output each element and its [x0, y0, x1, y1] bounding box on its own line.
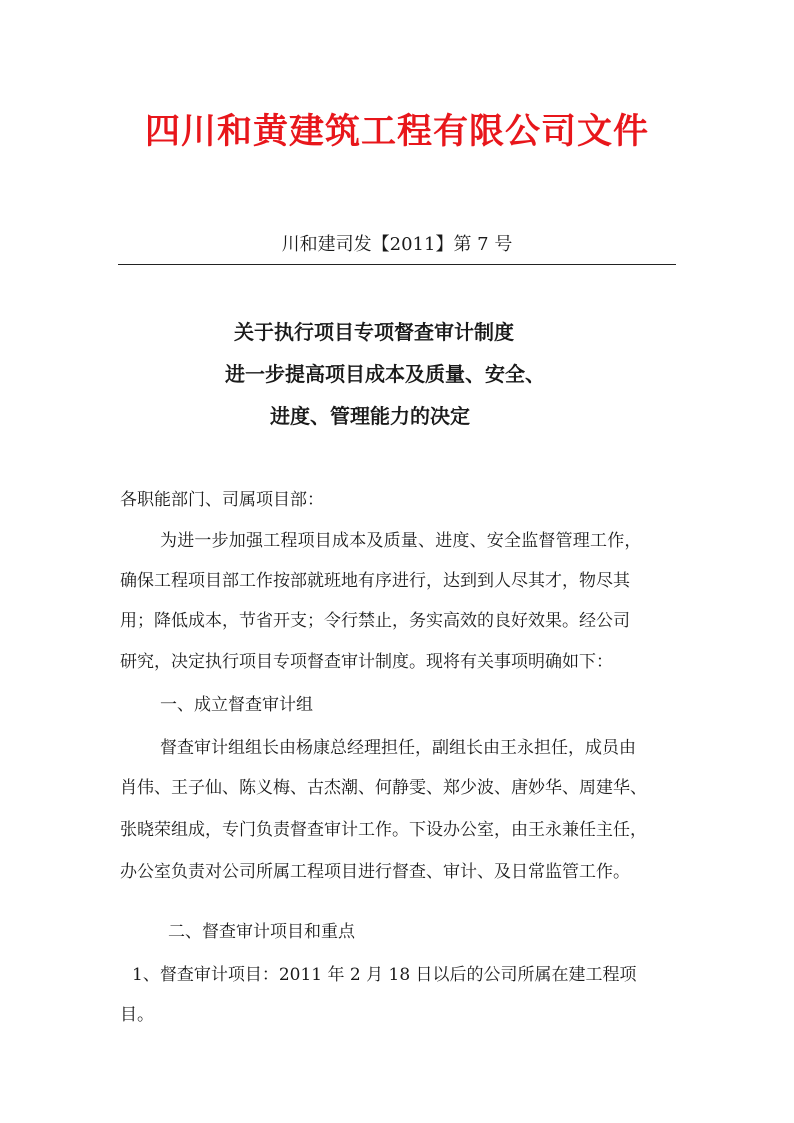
document-title-line-3: 进度、管理能力的决定 [270, 404, 470, 428]
section-1-line: 肖伟、王子仙、陈义梅、古杰潮、何静雯、郑少波、唐妙华、周建华、 [120, 778, 647, 798]
header-divider [118, 264, 676, 265]
intro-line: 为进一步加强工程项目成本及质量、进度、安全监督管理工作， [160, 531, 642, 551]
section-1-heading: 一、成立督查审计组 [160, 695, 313, 715]
company-header-title: 四川和黄建筑工程有限公司文件 [144, 111, 649, 152]
section-2-line: 目。 [120, 1005, 154, 1025]
section-2-heading: 二、督查审计项目和重点 [168, 922, 355, 942]
document-title-line-1: 关于执行项目专项督查审计制度 [234, 320, 514, 344]
section-2-line: 1、督查审计项目：2011 年 2 月 18 日以后的公司所属在建工程项 [132, 965, 637, 985]
intro-line: 研究，决定执行项目专项督查审计制度。现将有关事项明确如下： [120, 652, 613, 672]
intro-line: 确保工程项目部工作按部就班地有序进行，达到到人尽其才，物尽其 [120, 571, 630, 591]
intro-line: 用；降低成本，节省开支；令行禁止，务实高效的良好效果。经公司 [120, 611, 630, 631]
document-number: 川和建司发【2011】第 7 号 [281, 234, 513, 255]
document-title-line-2: 进一步提高项目成本及质量、安全、 [225, 362, 545, 386]
salutation: 各职能部门、司属项目部： [120, 490, 324, 510]
section-1-line: 办公室负责对公司所属工程项目进行督查、审计、及日常监管工作。 [120, 862, 630, 882]
section-1-line: 张晓荣组成，专门负责督查审计工作。下设办公室，由王永兼任主任， [120, 820, 647, 840]
section-1-line: 督查审计组组长由杨康总经理担任，副组长由王永担任，成员由 [160, 738, 636, 758]
